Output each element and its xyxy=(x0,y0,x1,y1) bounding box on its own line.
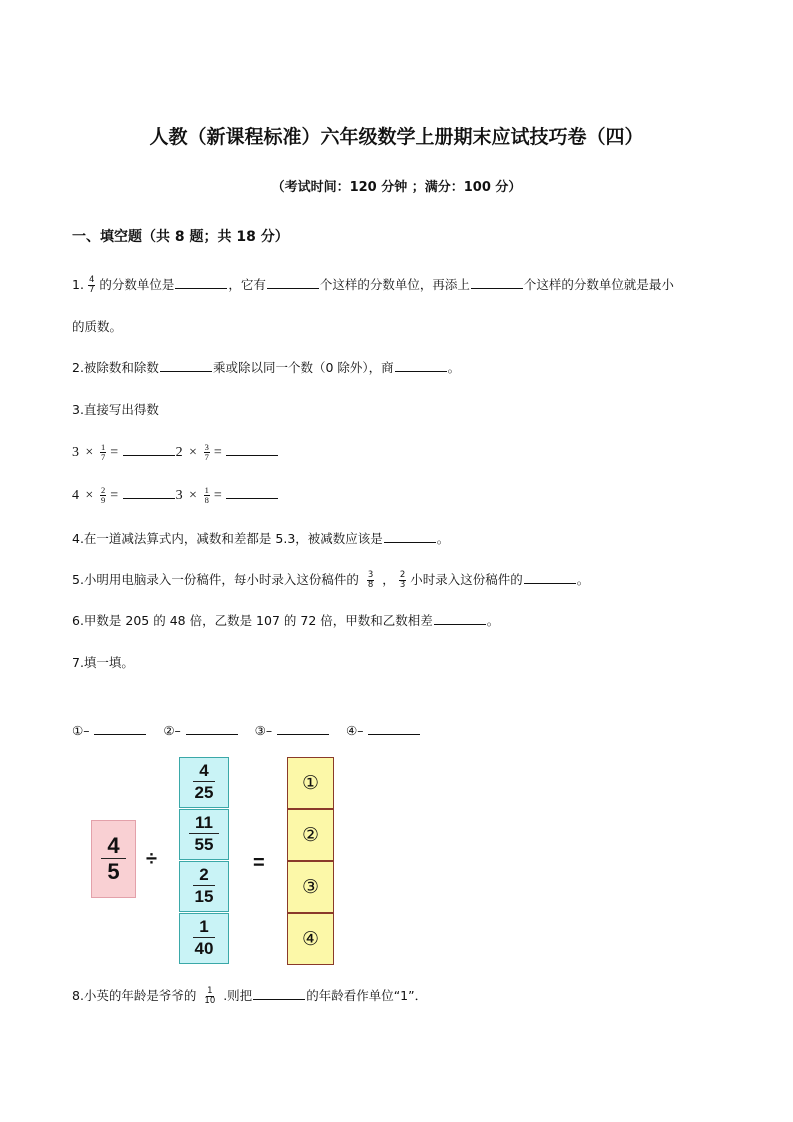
fraction xyxy=(367,571,374,590)
question-q3 xyxy=(72,398,159,422)
answer-blank[interactable] xyxy=(384,528,436,543)
answer-blank[interactable] xyxy=(253,985,305,1000)
question-text: 个这样的分数单位就是最小 xyxy=(523,277,674,292)
question-text: 个这样的分数单位，再添上 xyxy=(319,277,470,292)
numerator: 4 xyxy=(193,761,214,782)
numerator: 2 xyxy=(399,570,406,580)
numerator: 4 xyxy=(88,275,95,285)
answer-blank[interactable] xyxy=(471,274,523,289)
question-text: 7.填一填。 xyxy=(72,655,134,670)
answer-blank[interactable] xyxy=(186,720,238,735)
question-text: 。 xyxy=(576,572,590,587)
question-q3-row2 xyxy=(72,484,279,508)
numerator: 3 xyxy=(204,442,209,453)
question-q1-cont xyxy=(72,315,122,339)
question-q3-row1 xyxy=(72,441,279,465)
fraction xyxy=(204,486,210,505)
question-text: = xyxy=(213,445,226,460)
question-text: 3.直接写出得数 xyxy=(72,402,159,417)
question-text: ，它有 xyxy=(228,277,266,292)
answer-blank[interactable] xyxy=(123,441,175,456)
page-title: 人教（新课程标准）六年级数学上册期末应试技巧卷（四） xyxy=(149,126,644,148)
divisor-box xyxy=(179,913,229,964)
result-box: ① xyxy=(287,757,334,809)
dividend-box xyxy=(91,820,136,898)
question-text: 。 xyxy=(486,613,500,628)
question-q7 xyxy=(72,651,134,675)
times-sign: × xyxy=(188,445,198,460)
answer-blank[interactable] xyxy=(226,484,278,499)
numerator: 2 xyxy=(193,865,214,886)
numerator: 1 xyxy=(193,917,214,938)
question-text: 8.小英的年龄是爷爷的 xyxy=(72,988,201,1003)
question-text: ④– xyxy=(330,723,368,738)
answer-blank[interactable] xyxy=(434,610,486,625)
denominator: 9 xyxy=(100,495,106,506)
question-text: 的年龄看作单位“1”． xyxy=(306,988,428,1003)
numerator: 1 xyxy=(100,442,106,453)
question-q8 xyxy=(72,984,427,1008)
question-text: .则把 xyxy=(219,988,253,1003)
divisor-box xyxy=(179,809,229,860)
denominator: 10 xyxy=(204,996,216,1006)
question-text: 。 xyxy=(447,360,461,375)
divisor-box xyxy=(179,861,229,912)
denominator: 7 xyxy=(204,452,209,463)
answer-blank[interactable] xyxy=(524,569,576,584)
question-q1 xyxy=(72,273,674,297)
denominator: 25 xyxy=(194,783,214,802)
question-text: ③– xyxy=(238,723,277,738)
question-text: 。 xyxy=(436,531,450,546)
numerator: 11 xyxy=(189,813,219,834)
denominator: 40 xyxy=(194,939,214,958)
times-sign: × xyxy=(84,488,94,503)
question-q5 xyxy=(72,568,589,592)
result-box: ④ xyxy=(287,913,334,965)
question-text: 3 xyxy=(175,488,187,503)
section-heading: 一、填空题（共 8 题；共 18 分） xyxy=(72,229,289,245)
answer-blank[interactable] xyxy=(123,484,175,499)
question-text: 的质数。 xyxy=(72,319,123,334)
numerator: 1 xyxy=(204,485,209,496)
question-text: 6.甲数是 205 的 48 倍，乙数是 107 的 72 倍，甲数和乙数相差 xyxy=(72,613,433,628)
answer-blank[interactable] xyxy=(395,357,447,372)
result-box: ③ xyxy=(287,861,334,913)
question-text: 2.被除数和除数 xyxy=(72,360,159,375)
question-text: 小时录入这份稿件的 xyxy=(410,572,523,587)
denominator: 5 xyxy=(107,858,120,884)
divide-sign: ÷ xyxy=(146,848,157,870)
question-q6 xyxy=(72,609,499,633)
times-sign: × xyxy=(188,488,198,503)
fraction xyxy=(204,443,210,462)
fraction xyxy=(100,443,106,462)
question-text: ， xyxy=(378,572,395,587)
denominator: 8 xyxy=(367,580,374,590)
denominator: 7 xyxy=(88,285,95,295)
answer-blank[interactable] xyxy=(277,720,329,735)
question-text: = xyxy=(110,445,122,460)
answer-blank[interactable] xyxy=(94,720,146,735)
question-text: = xyxy=(213,488,226,503)
question-text: 3 xyxy=(72,445,83,460)
question-text: = xyxy=(110,488,122,503)
question-q2 xyxy=(72,356,460,380)
question-text: 4 xyxy=(72,488,83,503)
denominator: 3 xyxy=(399,580,406,590)
question-text: 乘或除以同一个数（0 除外），商 xyxy=(212,360,394,375)
answer-blank[interactable] xyxy=(160,357,212,372)
fraction xyxy=(399,571,406,590)
denominator: 8 xyxy=(204,495,209,506)
exam-info: （考试时间：120 分钟 ；满分：100 分） xyxy=(271,180,522,195)
question-text: ②– xyxy=(147,723,185,738)
question-text: 的分数单位是 xyxy=(99,277,175,292)
denominator: 7 xyxy=(100,452,106,463)
question-text: 1. xyxy=(72,277,84,292)
numerator: 1 xyxy=(207,986,213,996)
question-text: ①– xyxy=(72,723,94,738)
fraction xyxy=(100,486,106,505)
question-text: 5.小明用电脑录入一份稿件，每小时录入这份稿件的 xyxy=(72,572,363,587)
denominator: 55 xyxy=(194,835,214,854)
question-text: 4.在一道减法算式内，减数和差都是 5.3，被减数应该是 xyxy=(72,531,383,546)
answer-blank[interactable] xyxy=(226,441,278,456)
fraction xyxy=(204,987,215,1006)
question-q4 xyxy=(72,527,449,551)
question-q7-answers xyxy=(72,719,421,743)
answer-blank[interactable] xyxy=(368,720,420,735)
answer-blank[interactable] xyxy=(267,274,319,289)
result-box: ② xyxy=(287,809,334,861)
numerator: 3 xyxy=(367,570,374,580)
question-text: 2 xyxy=(175,445,187,460)
times-sign: × xyxy=(84,445,94,460)
divisor-box xyxy=(179,757,229,808)
denominator: 15 xyxy=(194,887,214,906)
equals-sign: = xyxy=(253,852,265,874)
fraction xyxy=(88,276,95,295)
numerator: 2 xyxy=(100,485,106,496)
answer-blank[interactable] xyxy=(175,274,227,289)
numerator: 4 xyxy=(101,834,125,859)
